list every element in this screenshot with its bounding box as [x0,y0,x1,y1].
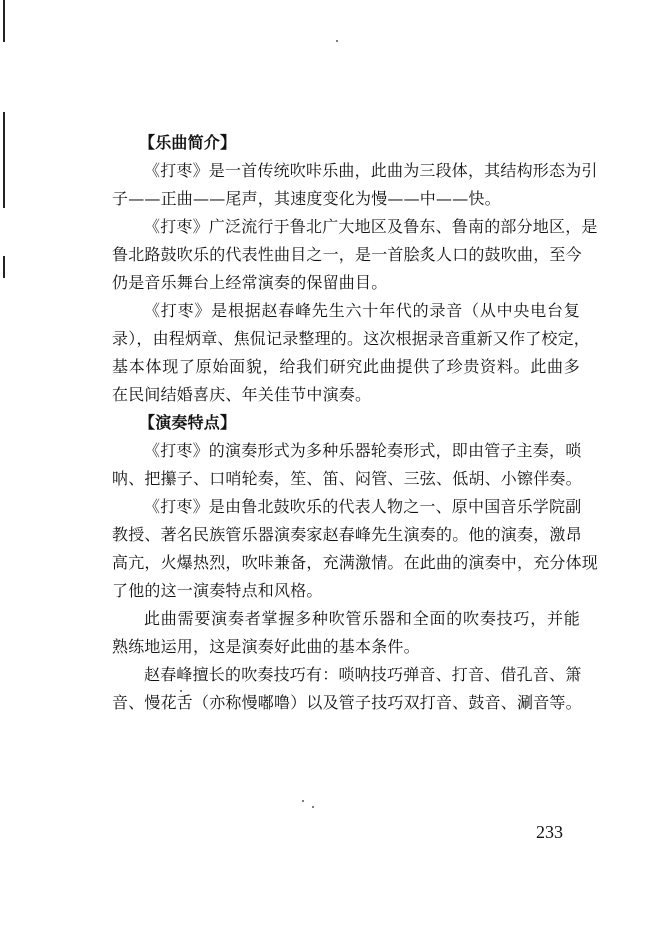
paragraph-line: 了他的这一演奏特点和风格。 [112,581,323,600]
paragraph-line: 子——正曲——尾声，其速度变化为慢——中——快。 [112,189,501,208]
paragraph-line: 在民间结婚喜庆、年关佳节中演奏。 [112,385,372,404]
paragraph-line: 呐、把攥子、口哨轮奏，笙、笛、闷管、三弦、低胡、小镲伴奏。 [112,469,582,488]
scan-speck [336,40,338,42]
section-heading-features: 【演奏特点】 [139,413,237,432]
article-body [112,129,599,717]
page-number: 233 [536,822,563,842]
paragraph-line: 熟练地运用，这是演奏好此曲的基本条件。 [112,637,420,656]
paragraph-line: 此曲需要演奏者掌握多种吹管乐器和全面的吹奏技巧，并能 [144,609,580,628]
paragraph-line: 《打枣》的演奏形式为多种乐器轮奏形式，即由管子主奏，唢 [144,441,582,460]
scan-speck [302,800,304,802]
paragraph-line: 鲁北路鼓吹乐的代表性曲目之一，是一首脍炙人口的鼓吹曲，至今 [112,245,582,264]
paragraph-line: 教授、著名民族管乐器演奏家赵春峰先生演奏的。他的演奏，激昂 [112,525,582,544]
scan-speck [312,806,314,808]
paragraph-line: 《打枣》是由鲁北鼓吹乐的代表人物之一、原中国音乐学院副 [144,497,582,516]
paragraph-line: 录），由程炳章、焦侃记录整理的。这次根据录音重新又作了校定， [112,329,591,348]
scan-edge-mark [3,256,5,278]
scan-edge-mark [3,112,5,208]
paragraph-line: 赵春峰擅长的吹奏技巧有：唢呐技巧弹音、打音、借孔音、箫 [144,665,582,684]
paragraph-line: 高亢，火爆热烈，吹咔兼备，充满激情。在此曲的演奏中，充分体现 [112,553,599,572]
paragraph-line: 基本体现了原始面貌，给我们研究此曲提供了珍贵资料。此曲多 [112,357,580,376]
paragraph-line: 《打枣》是一首传统吹咔乐曲，此曲为三段体，其结构形态为引 [144,161,598,180]
section-heading-intro: 【乐曲简介】 [139,133,237,152]
paragraph-line: 仍是音乐舞台上经常演奏的保留曲目。 [112,273,388,292]
paragraph-line: 《打枣》广泛流行于鲁北广大地区及鲁东、鲁南的部分地区，是 [144,217,598,236]
paragraph-line: 《打枣》是根据赵春峰先生六十年代的录音（从中央电台复 [144,301,580,320]
paragraph-line: 音、慢花舌（亦称慢嘟噜）以及管子技巧双打音、鼓音、涮音等。 [112,693,582,712]
scan-edge-mark [3,0,5,42]
